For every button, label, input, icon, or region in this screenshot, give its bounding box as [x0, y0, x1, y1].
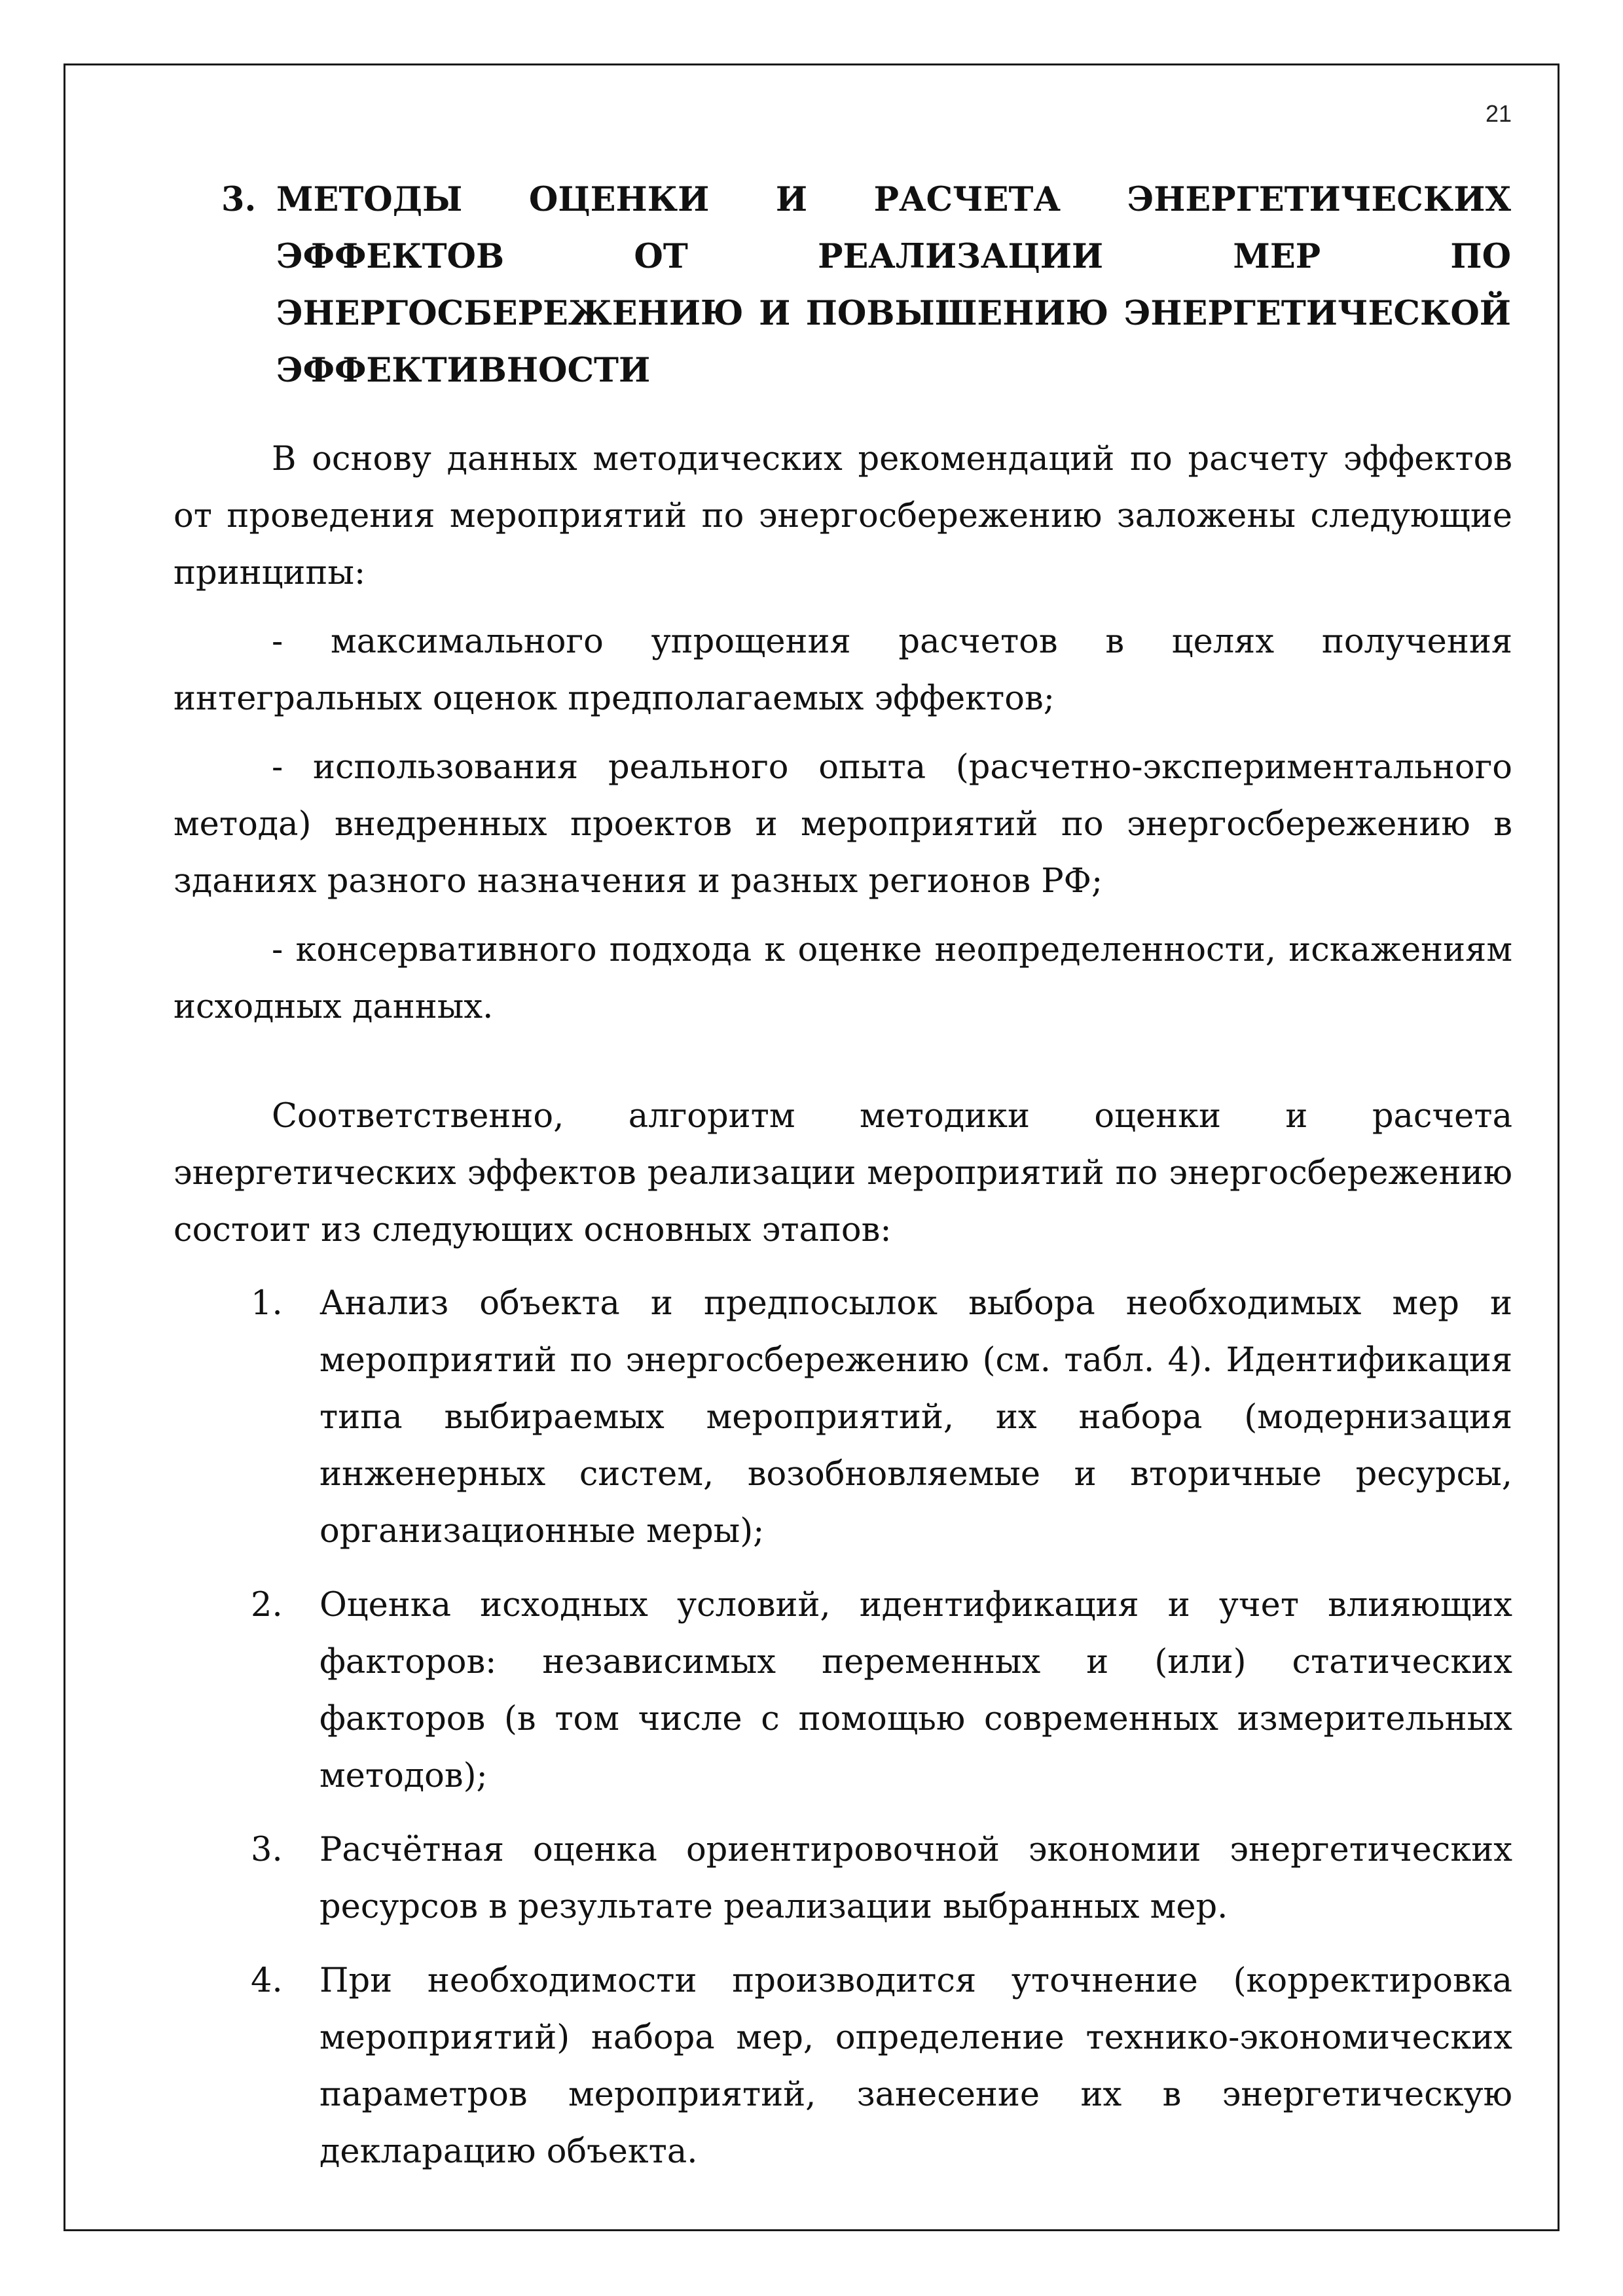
list-item: [173, 1952, 1512, 2180]
principle-item: - использования реального опыта (расчетно-экспериментального метода) внедренных проектов и мероприятий по энергосбережению в зданиях разного назначения и разных регионов РФ;: [173, 748, 1512, 901]
section-title: МЕТОДЫ ОЦЕНКИ И РАСЧЕТА ЭНЕРГЕТИЧЕСКИХ ЭФФЕКТОВ ОТ РЕАЛИЗАЦИИ МЕР ПО ЭНЕРГОСБЕРЕЖЕНИЮ И ПОВЫШЕНИЮ ЭНЕРГЕТИЧЕСКОЙ ЭФФЕКТИВНОСТИ: [276, 180, 1511, 390]
list-marker: 3.: [251, 1831, 283, 1869]
list-marker: 4.: [251, 1962, 283, 2000]
section-number: 3.: [221, 180, 257, 219]
algorithm-paragraph: Соответственно, алгоритм методики оценки и расчета энергетических эффектов реализации мероприятий по энергосбережению состоит из следующих основных этапов:: [173, 1097, 1512, 1249]
list-marker: 2.: [251, 1586, 283, 1624]
principle-item: - консервативного подхода к оценке неопределенности, искажениям исходных данных.: [173, 931, 1512, 1026]
list-item-text: Расчётная оценка ориентировочной экономии энергетических ресурсов в результате реализации выбранных мер.: [319, 1831, 1512, 1926]
section-heading: [221, 171, 1511, 399]
algorithm-intro: [173, 1088, 1512, 1259]
list-item-text: Оценка исходных условий, идентификация и учет влияющих факторов: независимых переменных и (или) статических факторов (в том числе с помощью современных измерительных методов);: [319, 1586, 1512, 1795]
list-item: [173, 1275, 1512, 1560]
page-number: 21: [1485, 100, 1512, 127]
list-item-text: При необходимости производится уточнение (корректировка мероприятий) набора мер, определение технико-экономических параметров мероприятий, занесение их в энергетическую декларацию объекта.: [319, 1962, 1512, 2171]
algorithm-steps: [173, 1275, 1512, 2197]
principle-item: - максимального упрощения расчетов в целях получения интегральных оценок предполагаемых эффектов;: [173, 622, 1512, 718]
intro-paragraph: В основу данных методических рекомендаций по расчету эффектов от проведения мероприятий по энергосбережению заложены следующие принципы:: [173, 440, 1512, 592]
list-item-text: Анализ объекта и предпосылок выбора необходимых мер и мероприятий по энергосбережению (см. табл. 4). Идентификация типа выбираемых мероприятий, их набора (модернизация инженерных систем, возобновляемые и вторичные ресурсы, организационные меры);: [319, 1284, 1512, 1551]
list-item: [173, 1577, 1512, 1804]
intro-block: [173, 431, 1512, 1035]
list-marker: 1.: [251, 1284, 283, 1323]
list-item: [173, 1821, 1512, 1935]
